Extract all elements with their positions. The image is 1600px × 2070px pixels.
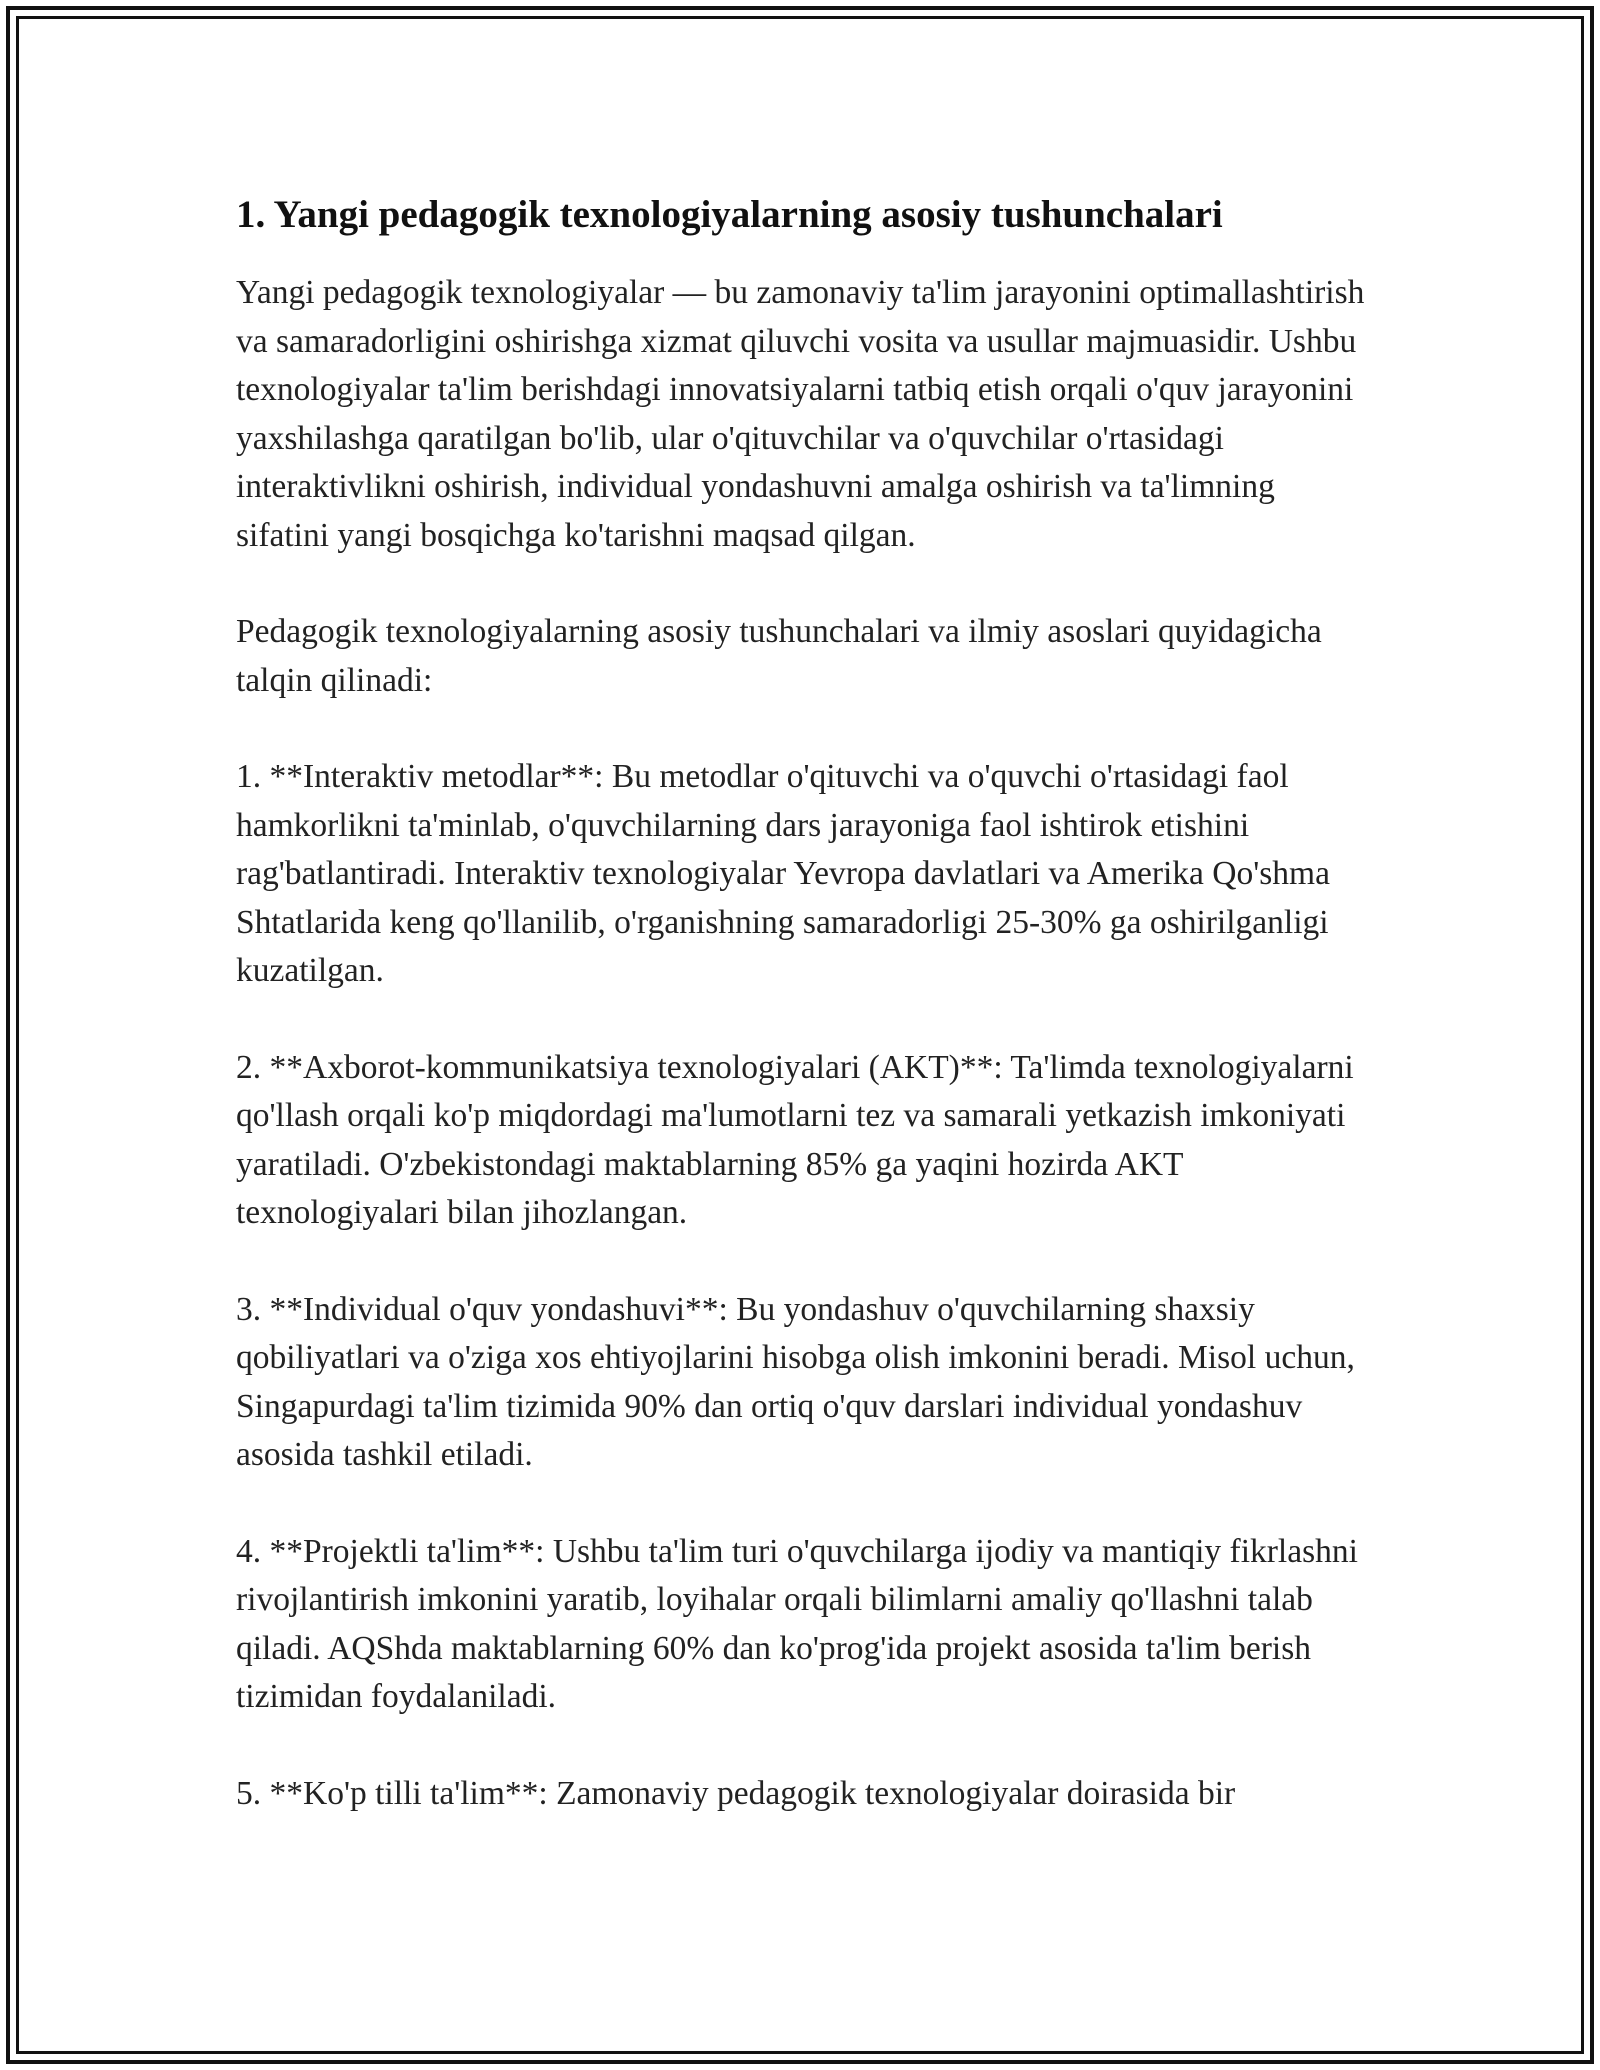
list-item-project-learning: 4. **Projektli ta'lim**: Ushbu ta'lim turi o'quvchilarga ijodiy va mantiqiy fikrlashni rivojlantirish imkonini yaratib, loyihalar orqali bilimlarni amaliy qo'llashni talab qiladi. AQShda maktablarning 60% dan ko'prog'ida projekt asosida ta'lim berish tizimidan foydalaniladi. (236, 1532, 1358, 1715)
intro-paragraph: Yangi pedagogik texnologiyalar — bu zamonaviy ta'lim jarayonini optimallashtirish va samaradorligini oshirishga xizmat qiluvchi vosita va usullar majmuasidir. Ushbu texnologiyalar ta'lim berishdagi innovatsiyalarni tatbiq etish orqali o'quv jarayonini yaxshilashga qaratilgan bo'lib, ular o'qituvchilar va o'quvchilar o'rtasidagi interaktivlikni oshirish, individual yondashuvni amalga oshirish va ta'limning sifatini yangi bosqichga ko'tarishni maqsad qilgan. (236, 274, 1365, 554)
document-body (236, 187, 1376, 1866)
list-item-individual-approach: 3. **Individual o'quv yondashuvi**: Bu yondashuv o'quvchilarning shaxsiy qobiliyatlari va o'ziga xos ehtiyojlarini hisobga olish imkonini beradi. Misol uchun, Singapurdagi ta'lim tizimida 90% dan ortiq o'quv darslari individual yondashuv asosida tashkil etiladi. (236, 1290, 1355, 1473)
concepts-intro-paragraph: Pedagogik texnologiyalarning asosiy tushunchalari va ilmiy asoslari quyidagicha talqin qilinadi: (236, 613, 1322, 699)
section-heading: 1. Yangi pedagogik texnologiyalarning asosiy tushunchalari (236, 193, 1223, 236)
list-item-ict: 2. **Axborot-kommunikatsiya texnologiyalari (AKT)**: Ta'limda texnologiyalarni qo'llash orqali ko'p miqdordagi ma'lumotlarni tez va samarali yetkazish imkoniyati yaratiladi. O'zbekistondagi maktablarning 85% ga yaqini hozirda AKT texnologiyalari bilan jihozlangan. (236, 1048, 1354, 1231)
list-item-interactive-methods: 1. **Interaktiv metodlar**: Bu metodlar o'qituvchi va o'quvchi o'rtasidagi faol hamkorlikni ta'minlab, o'quvchilarning dars jarayoniga faol ishtirok etishini rag'batlantiradi. Interaktiv texnologiyalar Yevropa davlatlari va Amerika Qo'shma Shtatlarida keng qo'llanilib, o'rganishning samaradorligi 25-30% ga oshirilganligi kuzatilgan. (236, 758, 1330, 989)
list-item-multilingual: 5. **Ko'p tilli ta'lim**: Zamonaviy pedagogik texnologiyalar doirasida bir (236, 1774, 1236, 1812)
